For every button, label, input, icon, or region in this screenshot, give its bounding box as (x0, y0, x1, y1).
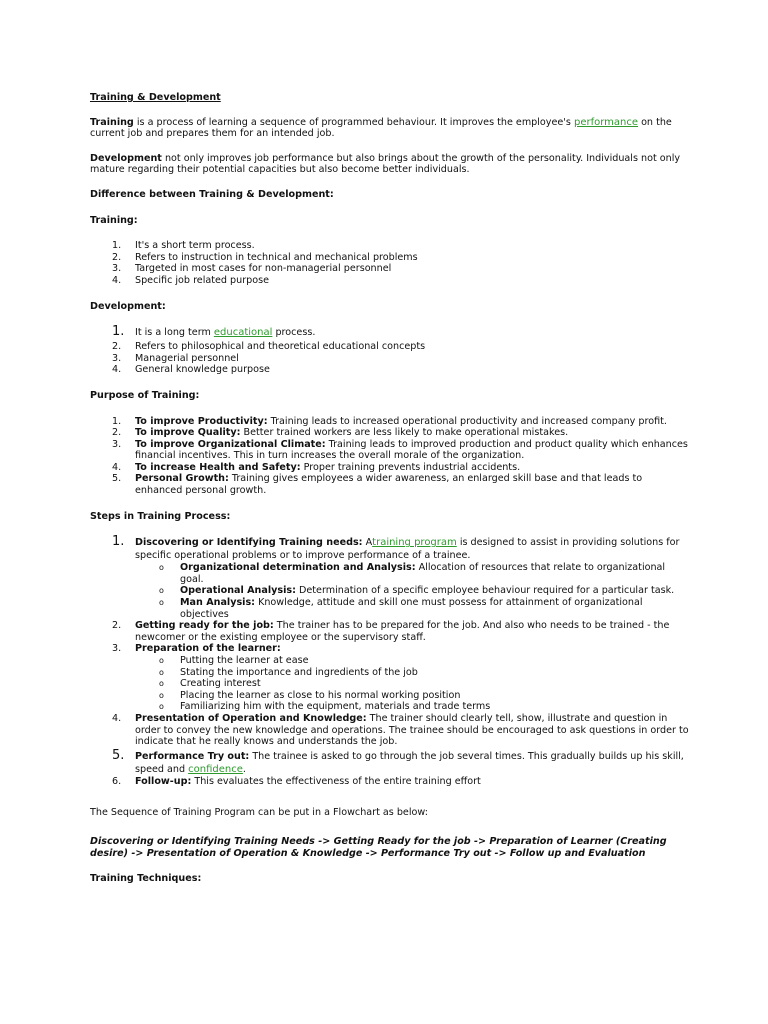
list-item (90, 240, 690, 252)
sub-text: Determination of a specific employee behaviour required for a particular task. (295, 585, 675, 597)
list-number: 5. (112, 747, 125, 763)
sub-text: Familiarizing him with the equipment, materials and trade terms (180, 701, 491, 713)
sub-text: Placing the learner as close to his normal working position (180, 689, 461, 701)
list-number: 4. (112, 364, 122, 376)
list-number: 2. (112, 620, 122, 632)
training-flowchart-text: Discovering or Identifying Training Needs -> Getting Ready for the job -> Preparation of Learner (Creating desire) -> Presentation of Operation & Knowledge -> Performance Try out -> Follow up and Evaluation (90, 835, 667, 859)
list-item (90, 326, 690, 339)
sub-label: Operational Analysis: (180, 585, 296, 597)
list-text: Targeted in most cases for non-managerial personnel (135, 263, 392, 275)
training-term: Training (90, 116, 134, 128)
list-text: General knowledge purpose (135, 364, 270, 376)
list-text-end: process. (272, 327, 316, 339)
step-text-end: . (242, 763, 246, 775)
list-number: 5. (112, 473, 122, 485)
step-label: Discovering or Identifying Training needs: (135, 537, 363, 549)
bullet-icon: o (159, 656, 164, 665)
list-item (90, 473, 690, 496)
performance-link[interactable]: performance (573, 116, 639, 128)
sub-item (135, 585, 690, 597)
list-number: 1. (112, 534, 125, 550)
list-text: Better trained workers are less likely to make operational mistakes. (240, 427, 569, 439)
training-list (90, 240, 690, 286)
sub-label: Organizational determination and Analysis: (180, 562, 416, 574)
step-text: The trainer has to be prepared for the job. And also who needs to be trained - the newcomer or the existing employee or the supervisory staff. (135, 620, 670, 643)
sub-text: Stating the importance and ingredients of the job (180, 666, 418, 678)
training-program-link[interactable]: training program (372, 537, 457, 549)
step-item (90, 536, 690, 620)
list-text: It's a short term process. (135, 240, 255, 252)
step-label: Preparation of the learner: (135, 643, 281, 655)
development-heading: Development: (90, 300, 166, 312)
list-item (90, 416, 690, 428)
list-number: 3. (112, 643, 122, 655)
sub-list (135, 655, 690, 713)
bullet-icon: o (159, 586, 164, 596)
step-label: Presentation of Operation and Knowledge: (135, 712, 367, 724)
list-item (90, 353, 690, 365)
list-number: 1. (112, 324, 125, 340)
step-item (90, 776, 690, 788)
list-number: 4. (112, 712, 122, 724)
educational-link[interactable]: educational (213, 327, 273, 339)
step-item (90, 713, 690, 748)
list-item (90, 275, 690, 287)
list-text: It is a long term (135, 327, 214, 339)
list-text: Training leads to improved production and product quality which enhances financial incentives. This in turn increases the overall morale of the organization. (135, 438, 688, 462)
list-item (90, 263, 690, 275)
list-item (90, 364, 690, 376)
list-number: 3. (112, 438, 122, 450)
step-label: Follow-up: (135, 775, 192, 787)
list-number: 4. (112, 461, 122, 473)
list-number: 3. (112, 263, 122, 275)
list-number: 1. (112, 240, 122, 252)
development-def-text: not only improves job performance but also brings about the growth of the personality. Individuals not only mature regarding their potential capacities but also become better individuals. (90, 152, 681, 176)
sub-text: Creating interest (180, 678, 261, 690)
techniques-heading: Training Techniques: (90, 873, 202, 885)
sub-item (135, 562, 690, 585)
list-label: To improve Productivity: (135, 415, 268, 427)
confidence-link[interactable]: confidence (188, 763, 243, 775)
list-label: To improve Organizational Climate: (135, 438, 326, 450)
step-item (90, 620, 690, 643)
list-label: To improve Quality: (135, 427, 241, 439)
list-item (90, 427, 690, 439)
bullet-icon: o (159, 667, 164, 677)
sub-item (135, 597, 690, 620)
list-label: To increase Health and Safety: (135, 461, 301, 473)
list-text: Specific job related purpose (135, 274, 270, 286)
sub-item (135, 690, 690, 702)
steps-list (90, 536, 690, 787)
sub-item (135, 667, 690, 679)
training-def-text: is a process of learning a sequence of programmed behaviour. It improves the employee's (133, 116, 574, 128)
sequence-intro: The Sequence of Training Program can be put in a Flowchart as below: (90, 807, 428, 819)
list-text: Proper training prevents industrial accidents. (300, 461, 521, 473)
step-item (90, 643, 690, 713)
bullet-icon: o (159, 690, 164, 700)
purpose-heading: Purpose of Training: (90, 389, 200, 401)
list-text: Training leads to increased operational productivity and increased company profit. (267, 415, 667, 427)
list-text: Managerial personnel (135, 352, 239, 364)
step-item (90, 747, 690, 776)
list-text: Refers to philosophical and theoretical educational concepts (135, 341, 426, 353)
list-number: 2. (112, 251, 122, 263)
sub-text: Allocation of resources that relate to organizational goal. (180, 562, 666, 585)
document-title: Training & Development (90, 92, 221, 103)
list-label: Personal Growth: (135, 473, 229, 485)
document-page (90, 92, 690, 899)
development-definition (90, 153, 690, 176)
list-number: 2. (112, 427, 122, 439)
step-label: Getting ready for the job: (135, 620, 274, 632)
list-text: Refers to instruction in technical and mechanical problems (135, 251, 418, 263)
bullet-icon: o (159, 702, 164, 712)
training-def-text-end: on the current job and prepares them for an intended job. (90, 116, 672, 140)
list-item (90, 439, 690, 462)
step-text: The trainee is asked to go through the job several times. This gradually builds up his skill, speed and (135, 750, 684, 775)
development-list (90, 326, 690, 376)
step-label: Performance Try out: (135, 750, 250, 762)
list-text: Training gives employees a wider awareness, an enlarged skill base and that leads to enhanced personal growth. (135, 473, 643, 497)
development-term: Development (90, 152, 162, 164)
training-definition (90, 117, 690, 140)
list-item (90, 341, 690, 353)
list-item (90, 462, 690, 474)
sub-item (135, 655, 690, 667)
list-number: 2. (112, 341, 122, 353)
sub-text: Knowledge, attitude and skill one must possess for attainment of organizational objectives (180, 597, 643, 620)
sub-label: Man Analysis: (180, 597, 256, 609)
sub-item (135, 701, 690, 713)
steps-heading: Steps in Training Process: (90, 510, 231, 522)
sub-text: Putting the learner at ease (180, 655, 309, 666)
list-number: 3. (112, 352, 122, 364)
step-text: This evaluates the effectiveness of the entire training effort (191, 775, 481, 787)
list-item (90, 252, 690, 264)
sub-list (135, 562, 690, 620)
list-number: 6. (112, 775, 122, 787)
difference-heading: Difference between Training & Development: (90, 188, 334, 200)
sub-item (135, 678, 690, 690)
list-number: 1. (112, 415, 122, 427)
list-number: 4. (112, 274, 122, 286)
step-text: A (362, 537, 373, 549)
purpose-list (90, 416, 690, 497)
training-heading: Training: (90, 214, 138, 226)
bullet-icon: o (159, 679, 164, 689)
step-text-end: is designed to assist in providing solutions for specific operational problems or to improve performance of a trainee. (135, 537, 680, 562)
bullet-icon: o (159, 598, 164, 608)
bullet-icon: o (159, 563, 164, 573)
step-text: The trainer should clearly tell, show, illustrate and question in order to convey the new knowledge and operations. The trainee should be encouraged to ask questions in order to indicate that he really knows and understands the job. (135, 712, 689, 748)
